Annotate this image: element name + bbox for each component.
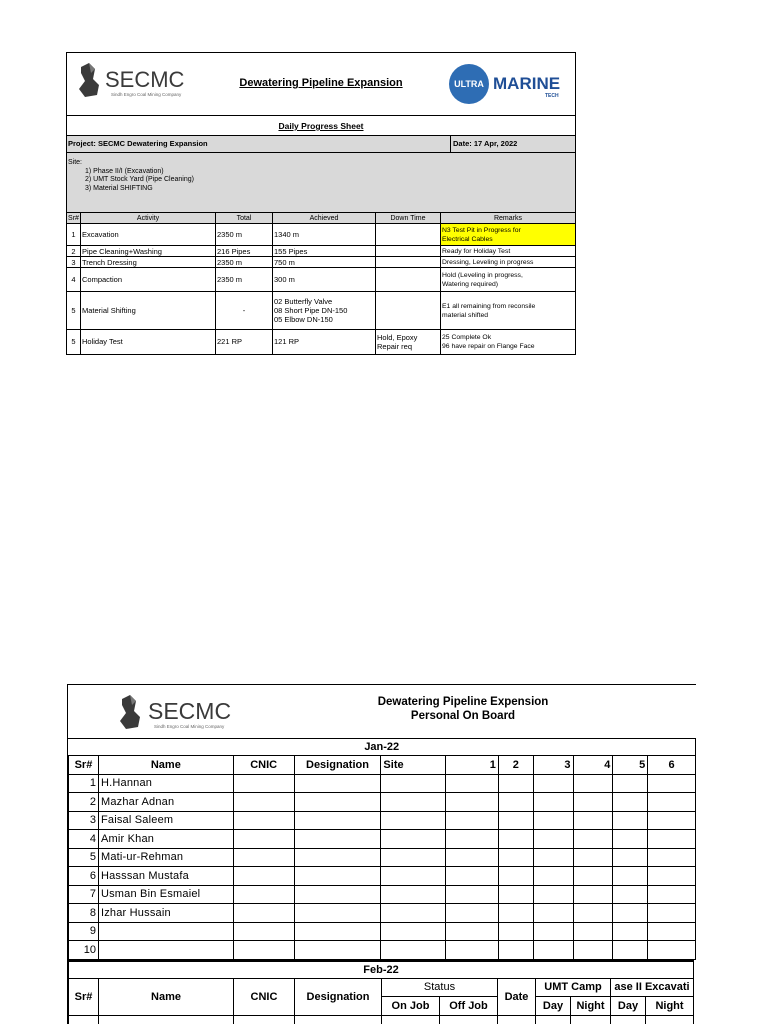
row-sr: 3 — [67, 257, 81, 268]
remark-line: material shifted — [442, 311, 489, 319]
col-phase-night: Night — [646, 997, 694, 1016]
table-row — [69, 867, 696, 886]
remark-line: 96 have repair on Flange Face — [442, 342, 535, 350]
table-header-row — [69, 756, 696, 775]
table-row — [69, 848, 696, 867]
row-remarks — [441, 224, 576, 246]
table-header-row — [69, 978, 694, 997]
row-activity: Pipe Cleaning+Washing — [81, 246, 216, 257]
table-row — [67, 330, 575, 354]
row-sr: 5 — [67, 292, 81, 330]
person-sr: 10 — [69, 941, 99, 960]
personal-on-board-sheet — [67, 684, 696, 1024]
person-name: Usman Bin Esmaiel — [98, 885, 233, 904]
svg-text:SECMC: SECMC — [105, 67, 185, 92]
remark-line: Watering required) — [442, 280, 499, 288]
sheet-subtitle: Daily Progress Sheet — [67, 116, 575, 136]
col-phase-day: Day — [611, 997, 646, 1016]
person-name — [98, 922, 233, 941]
col-day-1: 1 — [446, 756, 499, 775]
col-name: Name — [98, 756, 233, 775]
person-name: Mazhar Adnan — [98, 793, 233, 812]
svg-text:MARINE: MARINE — [493, 74, 561, 93]
site-label: Site: — [68, 159, 83, 166]
person-sr: 3 — [69, 811, 99, 830]
row-activity: Trench Dressing — [81, 257, 216, 268]
svg-text:TECH: TECH — [545, 93, 559, 99]
row-activity: Holiday Test — [81, 330, 216, 354]
table-header-row — [67, 213, 575, 224]
month-label: Feb-22 — [69, 961, 694, 979]
col-sr: Sr# — [68, 214, 79, 222]
table-row — [69, 811, 696, 830]
col-designation: Designation — [294, 756, 381, 775]
table-row — [67, 292, 575, 330]
svg-text:SECMC: SECMC — [148, 698, 232, 724]
daily-progress-sheet — [66, 52, 576, 355]
person-sr: 6 — [69, 867, 99, 886]
sheet2-title-line: Personal On Board — [410, 710, 516, 722]
svg-text:Sindh Engro Coal Mining Compan: Sindh Engro Coal Mining Company — [111, 92, 182, 97]
achieved-line: 05 Elbow DN-150 — [274, 315, 333, 324]
month-label: Jan-22 — [69, 739, 696, 756]
row-downtime — [376, 268, 441, 292]
person-name: Mati-ur-Rehman — [98, 848, 233, 867]
row-sr: 2 — [67, 246, 81, 257]
remark-line: E1 all remaining from reconsile — [442, 302, 536, 310]
row-activity: Material Shifting — [81, 292, 216, 330]
row-sr: 1 — [67, 224, 81, 246]
col-sr: Sr# — [69, 756, 99, 775]
sheet2-title-line: Dewatering Pipeline Expension — [377, 696, 549, 708]
pob-table-feb — [68, 960, 694, 1024]
person-name: Hasssan Mustafa — [98, 867, 233, 886]
col-designation: Designation — [295, 978, 382, 1015]
row-downtime: Hold, Epoxy Repair req — [376, 330, 441, 354]
col-day-6: 6 — [648, 756, 696, 775]
row-achieved: 121 RP — [273, 330, 376, 354]
site-block — [67, 153, 575, 213]
report-date: Date: 17 Apr, 2022 — [450, 136, 575, 152]
table-row — [67, 257, 575, 268]
site-item: 2) UMT Stock Yard (Pipe Cleaning) — [85, 176, 194, 183]
row-sr: 5 — [67, 330, 81, 354]
table-row — [69, 830, 696, 849]
col-day-2: 2 — [498, 756, 533, 775]
col-phase-excavation: ase II Excavati — [611, 978, 694, 997]
row-sr: 4 — [67, 268, 81, 292]
table-row — [69, 1015, 694, 1024]
col-status: Status — [382, 978, 498, 997]
sheet-header — [67, 53, 575, 116]
row-total: 2350 m — [216, 224, 273, 246]
col-day-5: 5 — [613, 756, 648, 775]
sheet-title: Dewatering Pipeline Expansion — [239, 77, 403, 89]
row-remarks — [441, 330, 576, 354]
row-total: 221 RP — [216, 330, 273, 354]
person-name: Izhar Hussain — [98, 904, 233, 923]
remark-line: Hold (Leveling in progress, — [442, 271, 523, 279]
month-row — [69, 961, 694, 979]
row-remarks — [441, 292, 576, 330]
row-achieved: 1340 m — [273, 224, 376, 246]
row-downtime — [376, 292, 441, 330]
col-date: Date — [498, 978, 536, 1015]
col-on-job: On Job — [382, 997, 440, 1016]
person-name: H.Hannan — [98, 774, 233, 793]
table-row — [69, 922, 696, 941]
col-achieved: Achieved — [273, 213, 376, 224]
svg-text:Sindh Engro Coal Mining Compan: Sindh Engro Coal Mining Company — [154, 724, 225, 729]
table-row — [67, 224, 575, 246]
person-sr: 8 — [69, 904, 99, 923]
month-row — [69, 739, 696, 756]
progress-table — [67, 213, 575, 354]
row-remarks — [441, 268, 576, 292]
col-umt-camp: UMT Camp — [536, 978, 611, 997]
person-name: Amir Khan — [98, 830, 233, 849]
row-total: - — [216, 292, 273, 330]
row-achieved — [273, 292, 376, 330]
remark-line: 25 Complete Ok — [442, 333, 492, 341]
row-achieved: 300 m — [273, 268, 376, 292]
person-name — [98, 941, 233, 960]
person-sr: 2 — [69, 793, 99, 812]
col-downtime: Down Time — [376, 213, 441, 224]
secmc-logo — [116, 691, 244, 733]
col-activity: Activity — [81, 213, 216, 224]
col-name: Name — [99, 978, 234, 1015]
remark-line: N3 Test Pit in Progress for — [442, 226, 521, 234]
ultra-marine-logo — [445, 61, 561, 107]
col-cnic: CNIC — [233, 756, 294, 775]
svg-text:ULTRA: ULTRA — [454, 79, 484, 89]
col-day-4: 4 — [573, 756, 613, 775]
row-remarks: Ready for Holiday Test — [441, 246, 576, 257]
col-remarks: Remarks — [441, 213, 576, 224]
table-row — [69, 941, 696, 960]
table-row — [69, 904, 696, 923]
row-downtime — [376, 224, 441, 246]
row-total: 2350 m — [216, 268, 273, 292]
person-name: Faisal Saleem — [98, 811, 233, 830]
col-sr: Sr# — [69, 978, 99, 1015]
person-sr: 7 — [69, 885, 99, 904]
sheet2-title — [318, 695, 608, 723]
person-sr: 9 — [69, 922, 99, 941]
col-umt-day: Day — [536, 997, 571, 1016]
project-row — [67, 136, 575, 153]
row-total: 216 Pipes — [216, 246, 273, 257]
table-row — [69, 885, 696, 904]
row-activity: Compaction — [81, 268, 216, 292]
row-downtime — [376, 257, 441, 268]
site-item: 1) Phase II/I (Excavation) — [85, 167, 164, 175]
achieved-line: 02 Butterfly Valve — [274, 297, 333, 306]
person-sr: 4 — [69, 830, 99, 849]
project-name: Project: SECMC Dewatering Expansion — [68, 139, 208, 148]
table-row — [67, 268, 575, 292]
sheet2-header — [68, 685, 696, 739]
person-sr: 5 — [69, 848, 99, 867]
table-row — [67, 246, 575, 257]
col-total: Total — [216, 213, 273, 224]
row-activity: Excavation — [81, 224, 216, 246]
table-row — [69, 774, 696, 793]
col-site: Site — [381, 756, 446, 775]
row-downtime — [376, 246, 441, 257]
col-umt-night: Night — [571, 997, 611, 1016]
col-day-3: 3 — [533, 756, 573, 775]
row-total: 2350 m — [216, 257, 273, 268]
col-cnic: CNIC — [234, 978, 295, 1015]
row-achieved: 155 Pipes — [273, 246, 376, 257]
remark-line: Electrical Cables — [442, 235, 493, 243]
pob-table-jan — [68, 739, 696, 960]
achieved-line: 08 Short Pipe DN-150 — [274, 306, 348, 315]
table-row — [69, 793, 696, 812]
person-sr: 1 — [69, 774, 99, 793]
col-off-job: Off Job — [440, 997, 498, 1016]
row-achieved: 750 m — [273, 257, 376, 268]
row-remarks: Dressing, Leveling in progress — [441, 257, 576, 268]
site-item: 3) Material SHIFTING — [85, 184, 153, 192]
